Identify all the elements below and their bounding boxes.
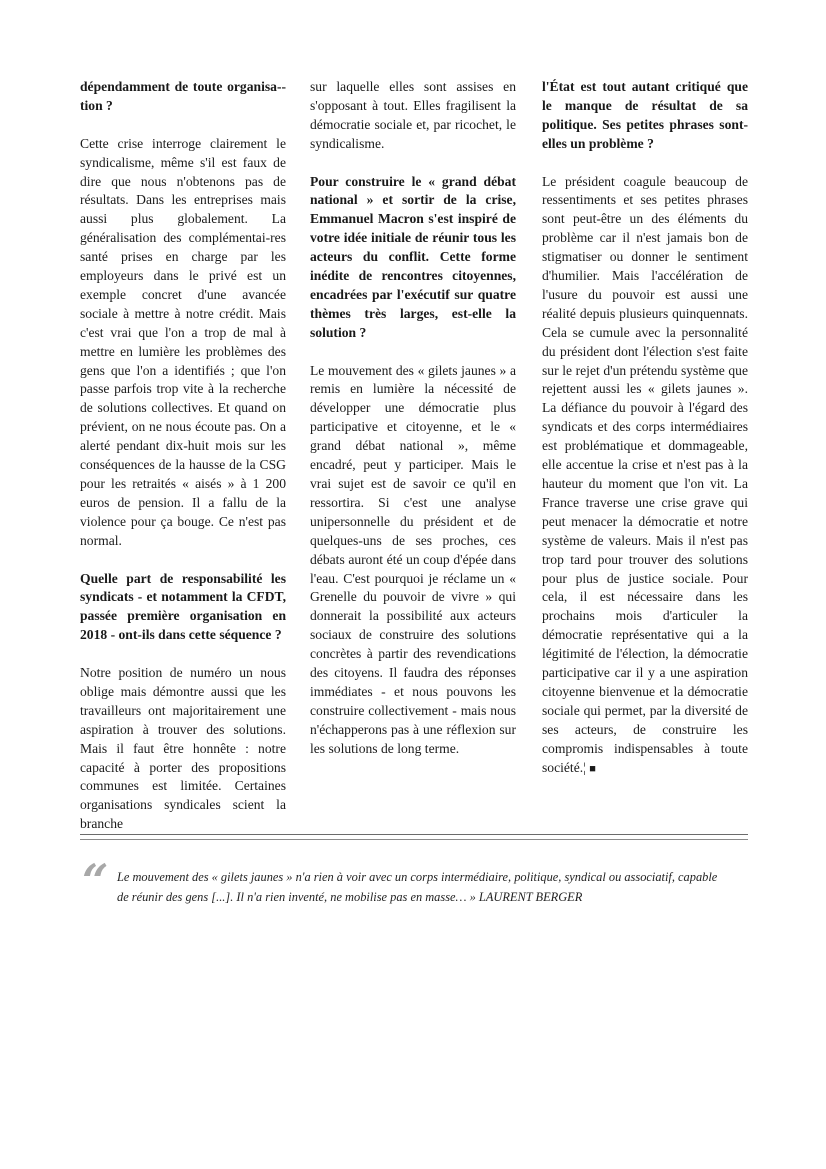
divider-rule-secondary: [80, 839, 748, 840]
interview-answer: Le mouvement des « gilets jaunes » a remis en lumière la nécessité de développer une démocratie plus participative et citoyenne, et le « grand débat national », même encadré, peut y participer. Mais le vrai sujet est de savoir ce qu'il en ressortira. Si c'est une analyse unipersonnelle du président et de quelques-uns de ses proches, ces débats auront été un coup d'épée dans l'eau. C'est pourquoi je réclame un « Grenelle du pouvoir de vivre » qui donnerait la possibilité aux acteurs sociaux de construire des solutions concrètes à partir des revendications des citoyens. Il faudra des réponses immédiates - et nous pouvons les construire collectivement - mais nous n'échapperons pas à une réflexion sur les solutions de long terme.: [310, 362, 516, 756]
end-of-article-mark: ■: [589, 762, 596, 775]
interview-answer: [542, 173, 748, 779]
interview-answer: Notre position de numéro un nous oblige mais démontre aussi que les travailleurs ont majoritairement une aspiration à trouver des solutions. Mais il faut être honnête : notre capacité à porter des propositions communes est limitée. Certaines organisations syndicales scient la branche: [80, 665, 286, 832]
interview-question: l'État est tout autant critiqué que le manque de résultat de sa politique. Ses petites phrases sont-elles un problème ?: [542, 79, 748, 151]
interview-question: dépendamment de toute organisa-tion ?: [80, 79, 286, 113]
answer-text: Le président coagule beaucoup de ressentiments et ses petites phrases sont peut-être un des éléments du problème car il n'est jamais bon de stigmatiser ou donner le sentiment d'humilier. Mais l'accélération de l'usure du pouvoir est aussi une réalité depuis plusieurs quinquennats. Cela se cumule avec la personnalité du président dont l'élection s'est faite sur le rejet d'un prétendu système que rejettent aussi les « gilets jaunes ». La défiance du pouvoir à l'égard des syndicats et des corps intermédiaires est problématique et dommageable, elle accentue la crise et n'est pas à la hauteur du moment que l'on vit. La France traverse une crise grave qui peut menacer la démocratie et notre système de valeurs. Mais il n'est pas trop tard pour trouver des solutions pour plus de justice sociale. Pour cela, il est nécessaire dans les prochains mois d'articuler la démocratie représentative qui a la légitimité de l'élection, la démocratie participative car il y a une aspiration citoyenne bienvenue et la démocratie sociale qui permet, par la diversité de ses acteurs, de construire les compromis indispensables à toute société.¦: [542, 173, 748, 775]
article-column-2: [310, 78, 516, 759]
interview-question: Quelle part de responsabilité les syndicats - et notamment la CFDT, passée première organisation en 2018 - ont-ils dans cette séquence ?: [80, 570, 286, 643]
pull-quote: Le mouvement des « gilets jaunes » n'a rien à voir avec un corps intermédiaire, politique, syndical ou associatif, capable de réunir des gens [...]. Il n'a rien inventé, ne mobilise pas en masse… » LAURENT BERGER: [117, 870, 718, 904]
quote-mark-icon: “: [82, 854, 109, 908]
interview-answer: sur laquelle elles sont assises en s'opposant à tout. Elles fragilisent la démocratie sociale et, par ricochet, le syndicalisme.: [310, 79, 516, 151]
interview-question: Pour construire le « grand débat national » et sortir de la crise, Emmanuel Macron s'est inspiré de votre idée initiale de réunir tous les acteurs du conflit. Cette forme inédite de rencontres citoyennes, encadrées par l'exécutif sur quatre thèmes très larges, est-elle la solution ?: [310, 173, 516, 340]
divider-rule: [80, 834, 748, 835]
interview-answer: Cette crise interroge clairement le syndicalisme, même s'il est faux de dire que nous n'obtenons pas de résultats. Dans les entreprises mais aussi plus globalement. La généralisation des complémentai-res santé prises en charge par les employeurs dans le privé est un exemple concret d'une avancée sociale à mettre à notre crédit. Mais c'est vrai que l'on a trop de mal à mettre en lumière les problèmes des gens que l'on a identifiés ; que l'on passe parfois trop vite à la recherche de solutions collectives. Et quand on prévient, on ne nous écoute pas. On a alerté pendant dix-huit mois sur les conséquences de la hausse de la CSG pour les retraités « aisés » à 1 200 euros de pension. Il a fallu de la violence pour ça bouge. Ce n'est pas normal.: [80, 135, 286, 548]
article-column-1: [80, 78, 286, 834]
article-column-3: [542, 78, 748, 779]
